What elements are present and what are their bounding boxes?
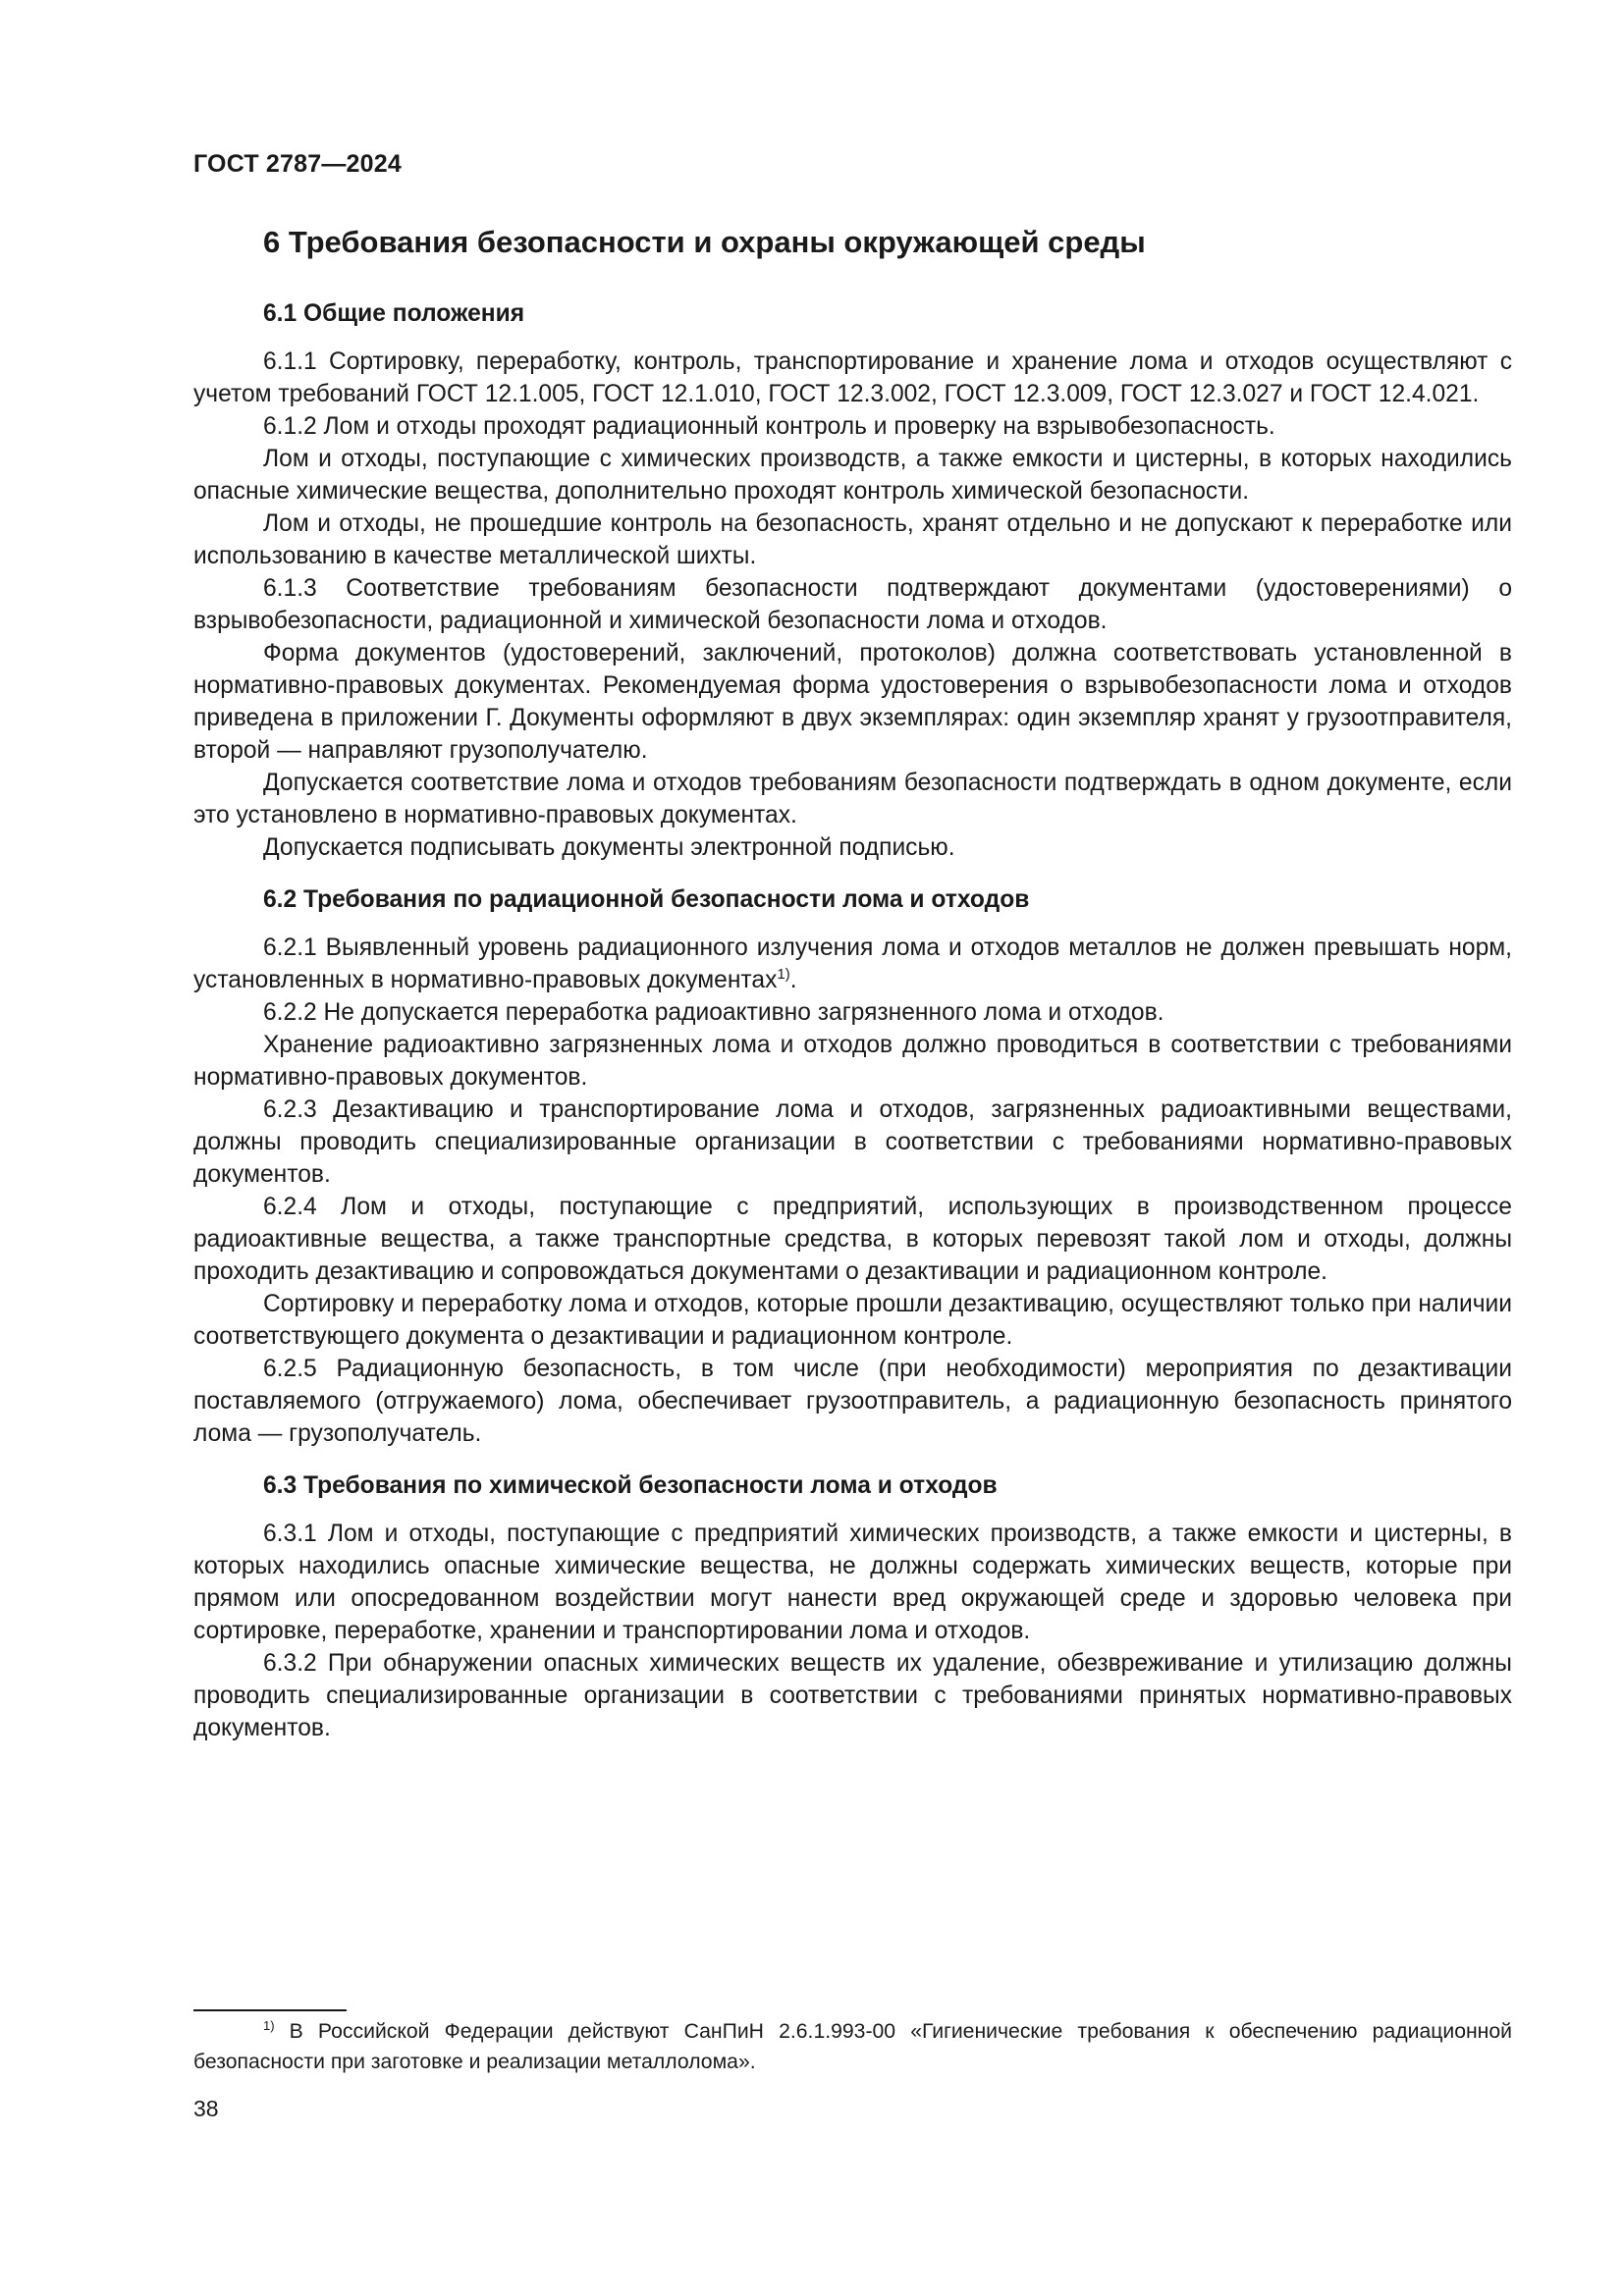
document-body [193, 224, 1512, 1744]
paragraph-6-2-4-sorting: Сортировку и переработку лома и отходов, которые прошли дезактивацию, осуществляют только при наличии соответствующего документа о дезактивации и радиационном контроле. [193, 1291, 1512, 1350]
section-title: 6 Требования безопасности и охраны окружающей среды [263, 225, 1146, 259]
paragraph-6-2-1 [193, 932, 1512, 996]
paragraph-6-2-1-end: . [789, 967, 797, 993]
paragraph-6-1-3-e-signature: Допускается подписывать документы электронной подписью. [263, 834, 955, 861]
paragraph-6-3-1: 6.3.1 Лом и отходы, поступающие с предприятий химических производств, а также емкости и цистерны, в которых находились опасные химические вещества, не должны содержать химических веществ, которые при прямом или опосредованном воздействии могут нанести вред окружающей среде и здоровью человека при сортировке, переработке, хранении и транспортировании лома и отходов. [193, 1521, 1512, 1644]
paragraph-6-1-3-single-doc: Допускается соответствие лома и отходов требованиям безопасности подтверждать в одном документе, если это установлено в нормативно-правовых документах. [193, 770, 1512, 828]
footnote-marker: 1) [263, 2017, 275, 2033]
paragraph-6-2-5: 6.2.5 Радиационную безопасность, в том числе (при необходимости) мероприятия по дезактивации поставляемого (отгружаемого) лома, обеспечивает грузоотправитель, а радиационную безопасность принятого лома — грузополучатель. [193, 1356, 1512, 1447]
footnote [193, 2016, 1512, 2077]
footnote-text: В Российской Федерации действуют СанПиН 2.6.1.993-00 «Гигиенические требования к обеспечению радиационной безопасности при заготовке и реализации металлолома». [193, 2020, 1512, 2073]
paragraph-6-2-2: 6.2.2 Не допускается переработка радиоактивно загрязненного лома и отходов. [263, 999, 1164, 1026]
paragraph-6-3-2: 6.3.2 При обнаружении опасных химических веществ их удаление, обезвреживание и утилизацию должны проводить специализированные организации в соответствии с требованиями принятых нормативно-правовых документов. [193, 1650, 1512, 1741]
document-code-header: ГОСТ 2787—2024 [193, 150, 402, 178]
paragraph-6-1-3-form: Форма документов (удостоверений, заключений, протоколов) должна соответствовать установленной в нормативно-правовых документах. Рекомендуемая форма удостоверения о взрывобезопасности лома и отходов приведена в приложении Г. Документы оформляют в двух экземплярах: один экземпляр хранят у грузоотправителя, второй — направляют грузополучателю. [193, 640, 1512, 764]
page-number: 38 [193, 2096, 219, 2121]
paragraph-6-2-4: 6.2.4 Лом и отходы, поступающие с предприятий, использующих в производственном процессе радиоактивные вещества, а также транспортные средства, в которых перевозят такой лом и отходы, должны проходить дезактивацию и сопровождаться документами о дезактивации и радиационном контроле. [193, 1194, 1512, 1285]
paragraph-6-2-3: 6.2.3 Дезактивацию и транспортирование лома и отходов, загрязненных радиоактивными веществами, должны проводить специализированные организации в соответствии с требованиями нормативно-правовых документов. [193, 1096, 1512, 1188]
subsection-title-6-2: 6.2 Требования по радиационной безопасности лома и отходов [263, 886, 1030, 913]
paragraph-6-1-2-storage: Лом и отходы, не прошедшие контроль на безопасность, хранят отдельно и не допускают к переработке или использованию в качестве металлической шихты. [193, 510, 1512, 569]
footnote-reference: 1) [777, 965, 790, 983]
footnote-separator [193, 2009, 347, 2011]
paragraph-6-1-2-chemical: Лом и отходы, поступающие с химических производств, а также емкости и цистерны, в которых находились опасные химические вещества, дополнительно проходят контроль химической безопасности. [193, 446, 1512, 505]
subsection-title-6-1: 6.1 Общие положения [263, 300, 525, 327]
paragraph-6-1-1: 6.1.1 Сортировку, переработку, контроль, транспортирование и хранение лома и отходов осуществляют с учетом требований ГОСТ 12.1.005, ГОСТ 12.1.010, ГОСТ 12.3.002, ГОСТ 12.3.009, ГОСТ 12.3.027 и ГОСТ 12.4.021. [193, 348, 1512, 407]
paragraph-6-2-2-storage: Хранение радиоактивно загрязненных лома и отходов должно проводиться в соответствии с требованиями нормативно-правовых документов. [193, 1032, 1512, 1091]
subsection-title-6-3: 6.3 Требования по химической безопасности лома и отходов [263, 1472, 998, 1499]
paragraph-6-1-3: 6.1.3 Соответствие требованиям безопасности подтверждают документами (удостоверениями) о взрывобезопасности, радиационной и химической безопасности лома и отходов. [193, 575, 1512, 634]
paragraph-6-1-2: 6.1.2 Лом и отходы проходят радиационный контроль и проверку на взрывобезопасность. [263, 413, 1275, 440]
paragraph-6-2-1-text: 6.2.1 Выявленный уровень радиационного излучения лома и отходов металлов не должен превышать норм, установленных в нормативно-правовых документах [193, 934, 1512, 993]
